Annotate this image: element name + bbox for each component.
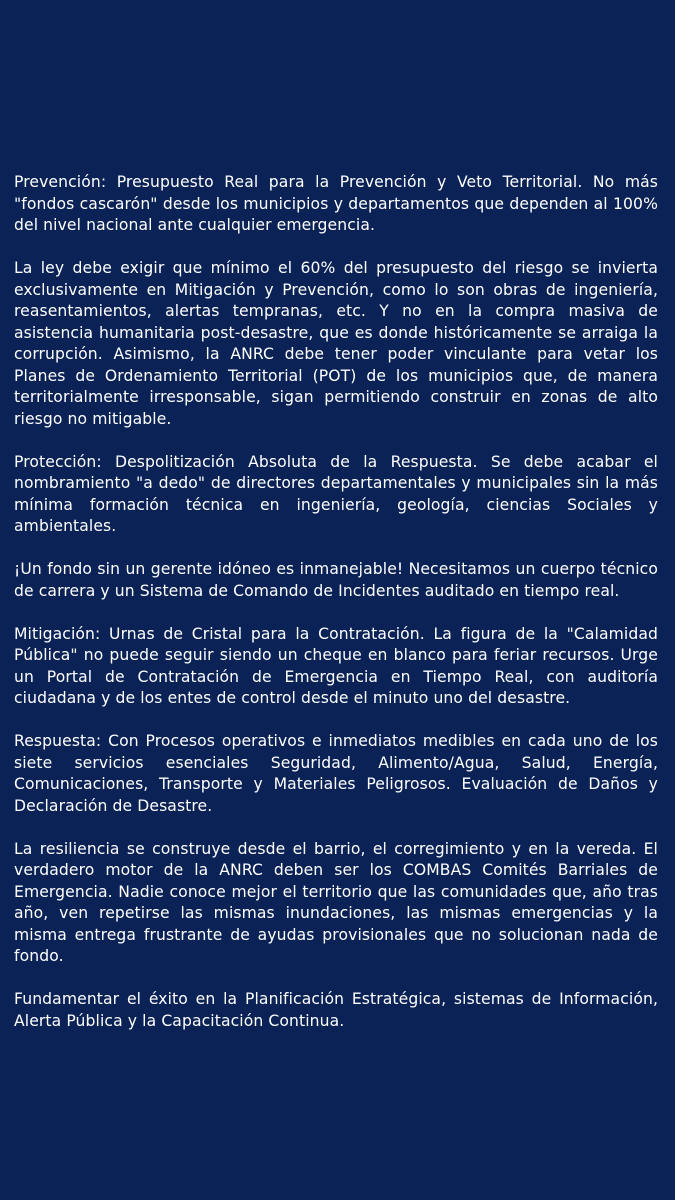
document-body [14, 172, 658, 1054]
paragraph-ley-presupuesto: La ley debe exigir que mínimo el 60% del presupuesto del riesgo se invierta exclusivamente en Mitigación y Prevención, como lo son obras de ingeniería, reasentamientos, alertas tempranas, etc. Y no en la compra masiva de asistencia humanitaria post-desastre, que es donde históricamente se arraiga la corrupción. Asimismo, la ANRC debe tener poder vinculante para vetar los Planes de Ordenamiento Territorial (POT) de los municipios que, de manera territorialmente irresponsable, sigan permitiendo construir en zonas de alto riesgo no mitigable. [14, 259, 658, 428]
paragraph-resiliencia: La resiliencia se construye desde el barrio, el corregimiento y en la vereda. El verdadero motor de la ANRC deben ser los COMBAS Comités Barriales de Emergencia. Nadie conoce mejor el territorio que las comunidades que, año tras año, ven repetirse las mismas inundaciones, las mismas emergencias y la misma entrega frustrante de ayudas provisionales que no solucionan nada de fondo. [14, 839, 658, 965]
paragraph-fondo-gerente: ¡Un fondo sin un gerente idóneo es inmanejable! Necesitamos un cuerpo técnico de carrera y un Sistema de Comando de Incidentes auditado en tiempo real. [14, 560, 658, 600]
paragraph-fundamentar: Fundamentar el éxito en la Planificación Estratégica, sistemas de Información, Alerta Pública y la Capacitación Continua. [14, 990, 658, 1030]
paragraph-prevencion: Prevención: Presupuesto Real para la Prevención y Veto Territorial. No más "fondos cascarón" desde los municipios y departamentos que dependen al 100% del nivel nacional ante cualquier emergencia. [14, 173, 658, 234]
paragraph-proteccion: Protección: Despolitización Absoluta de la Respuesta. Se debe acabar el nombramiento "a dedo" de directores departamentales y municipales sin la más mínima formación técnica en ingeniería, geología, ciencias Sociales y ambientales. [14, 452, 658, 535]
paragraph-respuesta: Respuesta: Con Procesos operativos e inmediatos medibles en cada uno de los siete servicios esenciales Seguridad, Alimento/Agua, Salud, Energía, Comunicaciones, Transporte y Materiales Peligrosos. Evaluación de Daños y Declaración de Desastre. [14, 732, 658, 815]
paragraph-mitigacion: Mitigación: Urnas de Cristal para la Contratación. La figura de la "Calamidad Pública" no puede seguir siendo un cheque en blanco para feriar recursos. Urge un Portal de Contratación de Emergencia en Tiempo Real, con auditoría ciudadana y de los entes de control desde el minuto uno del desastre. [14, 624, 658, 707]
